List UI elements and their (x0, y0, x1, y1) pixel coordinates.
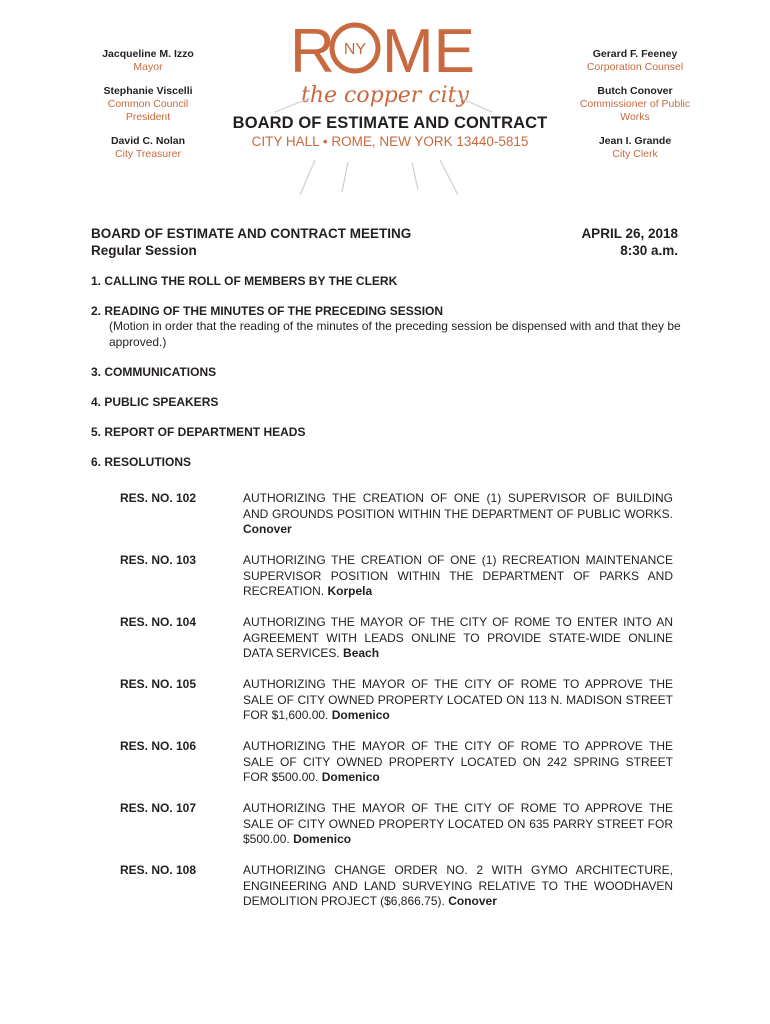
resolution-description (243, 801, 673, 863)
city-hall-address: CITY HALL • ROME, NEW YORK 13440-5815 (251, 134, 529, 149)
official-name: Jacqueline M. Izzo (102, 48, 194, 60)
meeting-time: 8:30 a.m. (620, 243, 678, 258)
agenda-item (91, 455, 681, 470)
agenda-heading: 2. READING OF THE MINUTES OF THE PRECEDING SESSION (91, 304, 444, 318)
rome-logo (260, 10, 510, 210)
resolution-description (243, 615, 673, 677)
resolution-number: RES. NO. 105 (120, 677, 197, 691)
resolution-number: RES. NO. 108 (120, 863, 197, 877)
resolution-description (243, 677, 673, 739)
resolution-row (120, 553, 673, 615)
official-title: Common Council President (107, 98, 189, 123)
resolution-text: AUTHORIZING THE MAYOR OF THE CITY OF ROME TO APPROVE THE SALE OF CITY OWNED PROPERTY LOCATED ON 113 N. MADISON STREET FOR $1,600.00. (243, 677, 673, 722)
logo-r: R (290, 17, 335, 86)
resolution-text: AUTHORIZING THE CREATION OF ONE (1) RECREATION MAINTENANCE SUPERVISOR POSITION WITHIN THE DEPARTMENT OF PARKS AND RECREATION. (243, 553, 673, 598)
left-officials (58, 48, 238, 172)
resolution-text: AUTHORIZING CHANGE ORDER NO. 2 WITH GYMO ARCHITECTURE, ENGINEERING AND LAND SURVEYING RELATIVE TO THE WOODHAVEN DEMOLITION PROJECT ($6,866.75). (243, 863, 673, 908)
resolution-description (243, 739, 673, 801)
official-name: Jean I. Grande (598, 135, 672, 147)
resolution-number: RES. NO. 106 (120, 739, 197, 753)
official-title: Commissioner of Public Works (579, 98, 691, 123)
agenda-heading: 1. CALLING THE ROLL OF MEMBERS BY THE CLERK (91, 274, 398, 288)
agenda-heading: 3. COMMUNICATIONS (91, 365, 217, 379)
resolution-text: AUTHORIZING THE CREATION OF ONE (1) SUPERVISOR OF BUILDING AND GROUNDS POSITION WITHIN THE DEPARTMENT OF PUBLIC WORKS. (243, 491, 673, 521)
official-title: City Clerk (612, 148, 658, 160)
right-officials (545, 48, 725, 172)
meeting-title-block (91, 225, 411, 259)
resolution-row (120, 491, 673, 553)
resolution-description (243, 553, 673, 615)
agenda-list (91, 274, 681, 485)
agenda-item (91, 395, 681, 410)
agenda-item (91, 425, 681, 440)
meeting-date: APRIL 26, 2018 (581, 226, 678, 241)
resolution-text: AUTHORIZING THE MAYOR OF THE CITY OF ROME TO APPROVE THE SALE OF CITY OWNED PROPERTY LOCATED ON 242 SPRING STREET FOR $500.00. (243, 739, 673, 784)
resolution-text: AUTHORIZING THE MAYOR OF THE CITY OF ROME TO APPROVE THE SALE OF CITY OWNED PROPERTY LOCATED ON 635 PARRY STREET FOR $500.00. (243, 801, 673, 846)
resolution-row (120, 739, 673, 801)
resolution-row (120, 863, 673, 925)
meeting-session: Regular Session (91, 243, 197, 258)
logo-me: ME (382, 17, 475, 86)
official-title: City Treasurer (115, 148, 181, 160)
meeting-title: BOARD OF ESTIMATE AND CONTRACT MEETING (91, 226, 412, 241)
official-name: David C. Nolan (110, 135, 186, 147)
resolution-sponsor: Conover (448, 894, 497, 908)
official-mayor (58, 48, 238, 74)
agenda-item (91, 274, 681, 289)
resolutions-list (120, 491, 673, 925)
logo-ny-badge: NY (343, 41, 367, 58)
official-title: Mayor (133, 61, 163, 73)
agenda-heading: 6. RESOLUTIONS (91, 455, 192, 469)
resolution-text: AUTHORIZING THE MAYOR OF THE CITY OF ROME TO ENTER INTO AN AGREEMENT WITH LEADS ONLINE TO PROVIDE STATE-WIDE ONLINE DATA SERVICES. (243, 615, 673, 660)
logo-tagline: the copper city (301, 83, 469, 108)
resolution-description (243, 491, 673, 553)
resolution-sponsor: Domenico (321, 770, 380, 784)
resolution-sponsor: Beach (343, 646, 380, 660)
board-title: BOARD OF ESTIMATE AND CONTRACT (232, 114, 548, 132)
official-corporation-counsel (545, 48, 725, 74)
official-title: Corporation Counsel (586, 61, 684, 73)
resolution-number: RES. NO. 103 (120, 553, 197, 567)
agenda-item (91, 304, 681, 350)
resolution-row (120, 801, 673, 863)
resolution-sponsor: Domenico (331, 708, 390, 722)
official-name: Butch Conover (597, 85, 673, 97)
resolution-description (243, 863, 673, 925)
meeting-datetime-block (581, 225, 678, 259)
resolution-row (120, 677, 673, 739)
resolution-sponsor: Domenico (293, 832, 352, 846)
resolution-sponsor: Korpela (327, 584, 373, 598)
official-name: Stephanie Viscelli (103, 85, 193, 97)
resolution-sponsor: Conover (243, 522, 292, 536)
agenda-heading: 5. REPORT OF DEPARTMENT HEADS (91, 425, 306, 439)
agenda-note: (Motion in order that the reading of the minutes of the preceding session be dispensed with and that they be approved.) (109, 319, 681, 349)
resolution-number: RES. NO. 107 (120, 801, 197, 815)
agenda-heading: 4. PUBLIC SPEAKERS (91, 395, 219, 409)
agenda-item (91, 365, 681, 380)
resolution-number: RES. NO. 102 (120, 491, 197, 505)
resolution-row (120, 615, 673, 677)
resolution-number: RES. NO. 104 (120, 615, 197, 629)
official-name: Gerard F. Feeney (592, 48, 678, 60)
